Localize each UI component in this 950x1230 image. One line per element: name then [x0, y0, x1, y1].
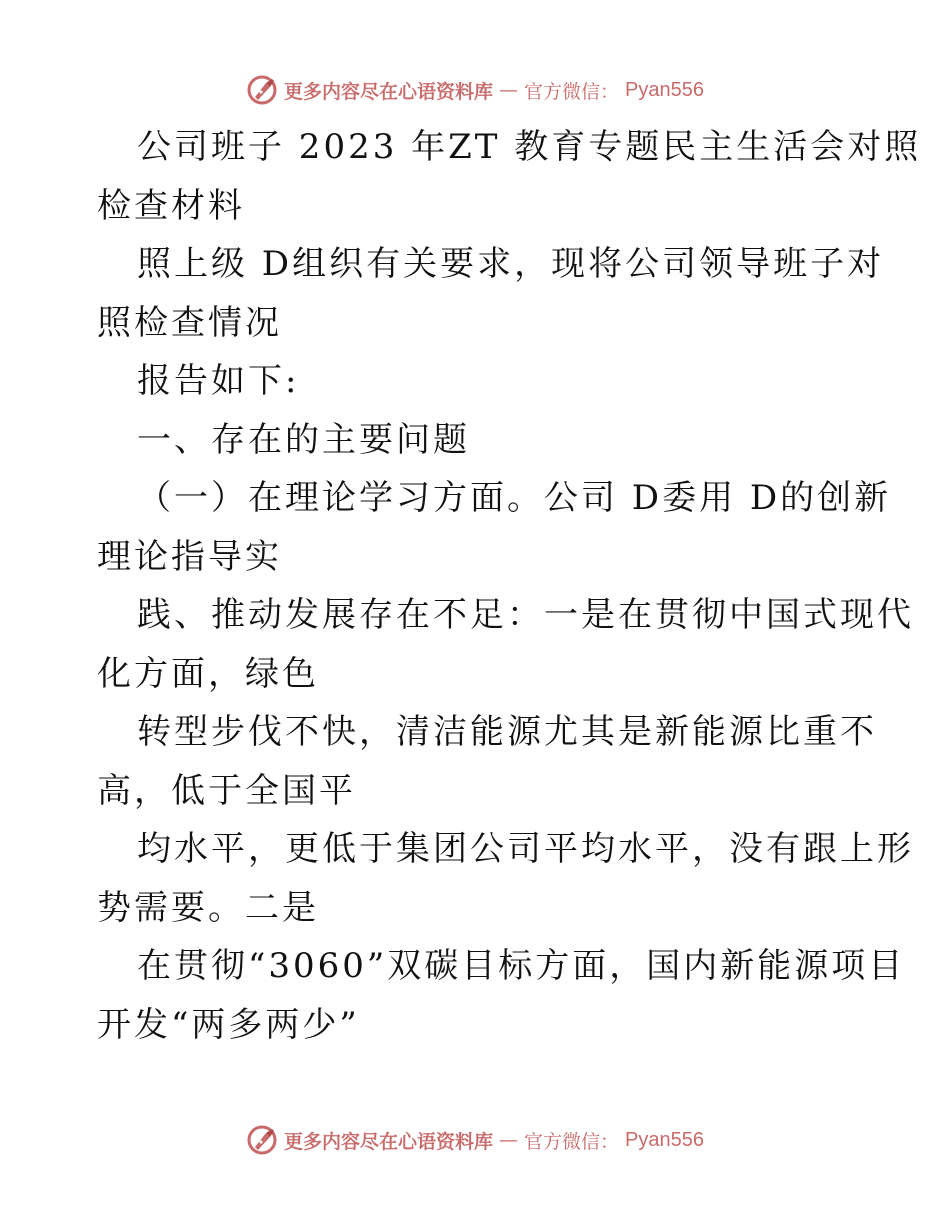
- document-line: 高，低于全国平: [97, 770, 356, 811]
- banner-wechat-id: Pyan556: [625, 1128, 704, 1151]
- document-line: 化方面，绿色: [97, 653, 319, 694]
- document-line: 一、存在的主要问题: [137, 419, 470, 460]
- document-line: 报告如下:: [137, 361, 300, 401]
- banner-separator: —: [499, 1129, 519, 1151]
- document-body: [97, 118, 922, 1054]
- document-line: 照检查情况: [97, 302, 282, 343]
- document-line: 均水平，更低于集团公司平均水平，没有跟上形: [137, 829, 914, 869]
- footer-banner[interactable]: [0, 1120, 950, 1160]
- banner-wechat-label: 官方微信：: [524, 80, 620, 103]
- document-line: （一）在理论学习方面。公司 D委用 D的创新: [137, 478, 892, 518]
- document-line: 理论指导实: [97, 536, 282, 577]
- document-line: 开发“两多两少”: [97, 1004, 360, 1045]
- banner-wechat-label: 官方微信：: [524, 1130, 620, 1153]
- document-line: 势需要。二是: [97, 887, 319, 928]
- banner-site-text: 更多内容尽在心语资料库: [284, 1130, 494, 1153]
- document-line: 照上级 D组织有关要求，现将公司领导班子对: [137, 244, 885, 284]
- document-line: 转型步伐不快，清洁能源尤其是新能源比重不: [137, 712, 877, 752]
- document-line: 践、推动发展存在不足：一是在贯彻中国式现代: [137, 595, 914, 635]
- banner-wechat-id: Pyan556: [625, 78, 704, 101]
- pen-nib-logo-icon: [246, 74, 278, 106]
- document-line: 检查材料: [97, 185, 245, 226]
- banner-separator: —: [499, 79, 519, 101]
- document-line: 公司班子 2023 年ZT 教育专题民主生活会对照: [137, 127, 922, 167]
- header-banner[interactable]: [0, 70, 950, 110]
- document-line: 在贯彻“3060”双碳目标方面，国内新能源项目: [137, 946, 906, 986]
- banner-site-text: 更多内容尽在心语资料库: [284, 80, 494, 103]
- pen-nib-logo-icon: [246, 1124, 278, 1156]
